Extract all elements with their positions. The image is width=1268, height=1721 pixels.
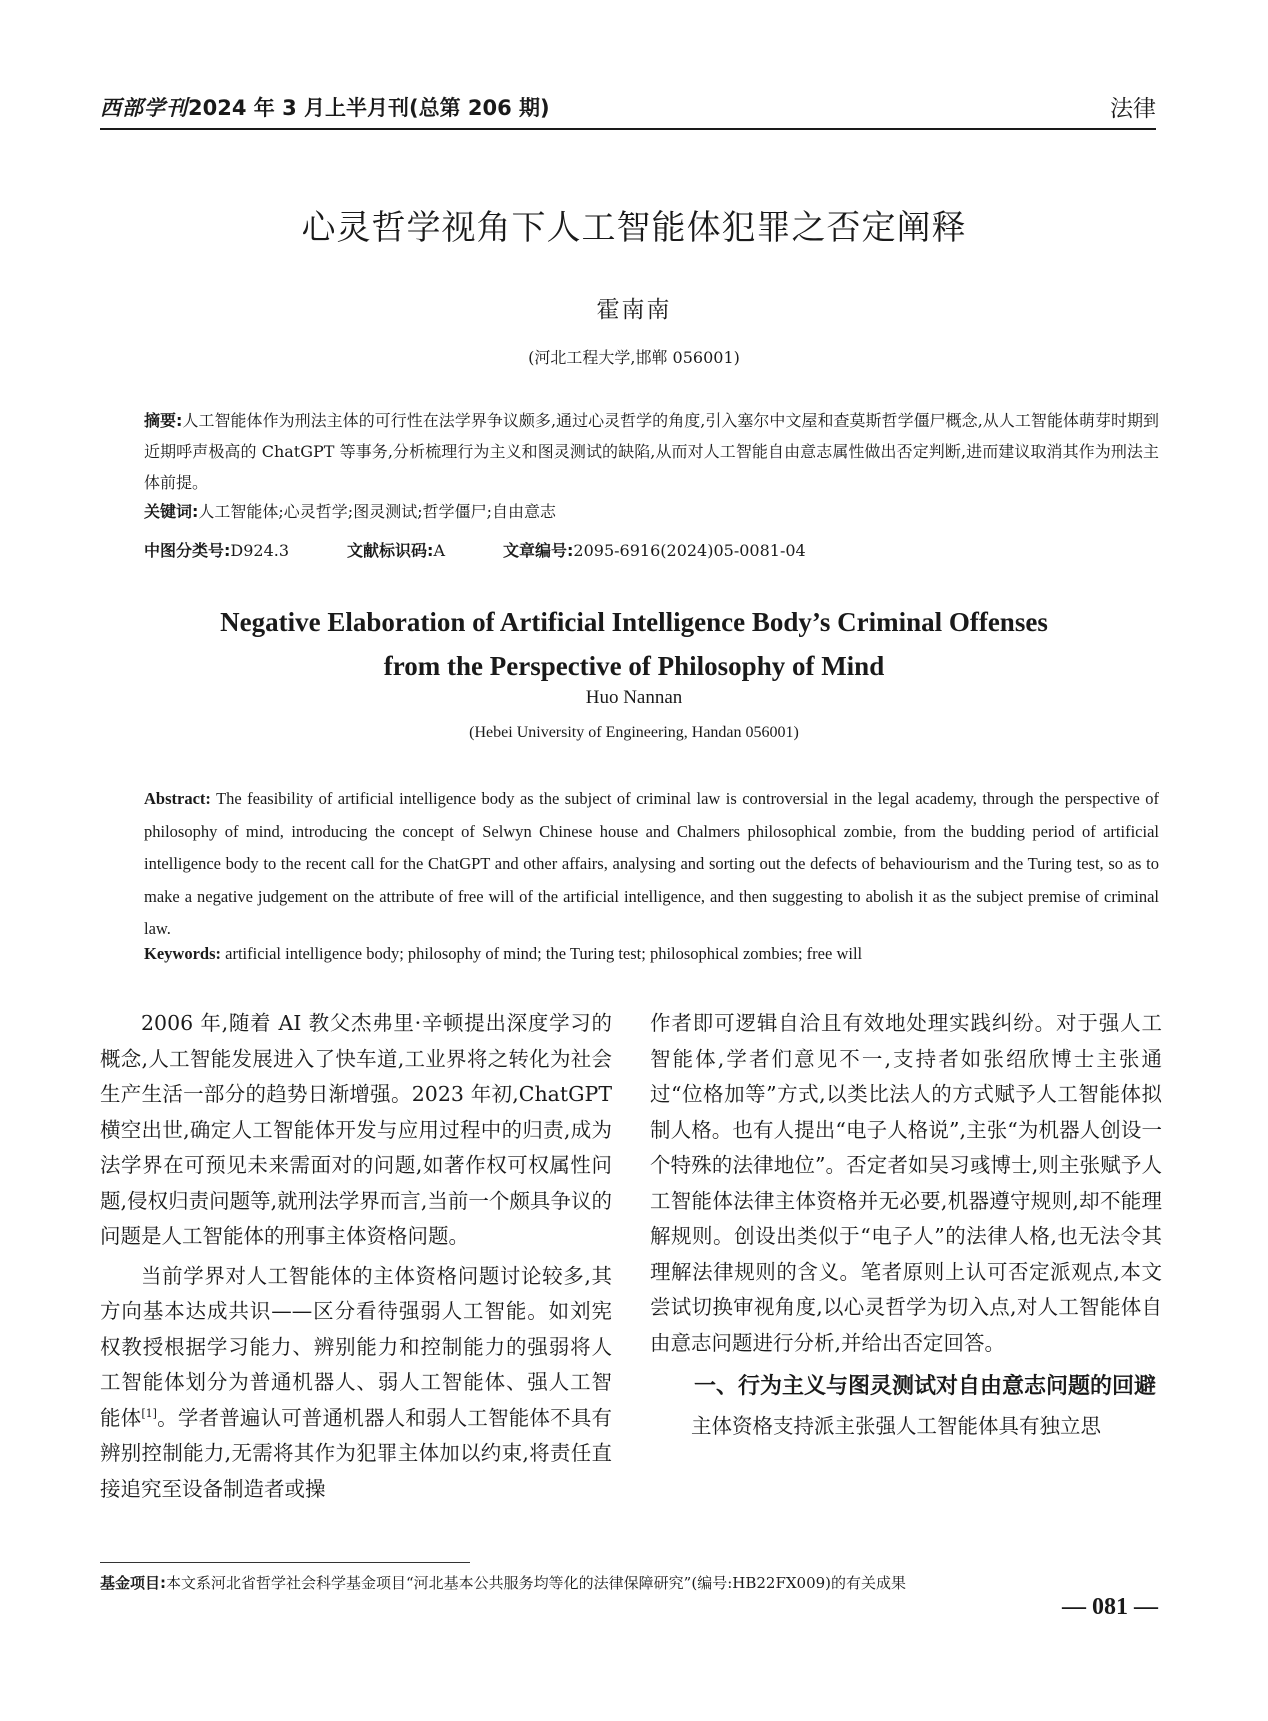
abstract-cn-label: 摘要: [144, 411, 183, 430]
header-rule [100, 128, 1156, 130]
page-title-cn: 心灵哲学视角下人工智能体犯罪之否定阐释 [301, 208, 967, 248]
body-column-right [650, 1006, 1162, 1445]
section-name: 法律 [1110, 96, 1156, 122]
affiliation-en: (Hebei University of Engineering, Handan 056001) [469, 724, 799, 741]
journal-header [100, 92, 550, 122]
abstract-en [144, 783, 1159, 946]
clc-value: D924.3 [230, 541, 290, 560]
doc-code-label: 文献标识码: [347, 541, 434, 560]
keywords-en-text: artificial intelligence body; philosophy of mind; the Turing test; philosophical zombies; free will [225, 944, 863, 963]
body-paragraph-1: 2006 年,随着 AI 教父杰弗里·辛顿提出深度学习的概念,人工智能发展进入了快车道,工业界将之转化为社会生产生活一部分的趋势日渐增强。2023 年初,ChatGPT 横空出世,确定人工智能体开发与应用过程中的归责,成为法学界在可预见未来需面对的问题,如著作权可权属性问题,侵权归责问题等,就刑法学界而言,当前一个颇具争议的问题是人工智能体的刑事主体资格问题。 [100, 1011, 612, 1248]
article-number-label: 文章编号: [503, 541, 574, 560]
journal-logo: 西部学刊 [100, 95, 188, 120]
classification-row [144, 538, 806, 561]
keywords-en-label: Keywords: [144, 944, 221, 963]
body-paragraph-2-text-cont: 。学者普遍认可普通机器人和弱人工智能体不具有辨别控制能力,无需将其作为犯罪主体加以约束,将责任直接追究至设备制造者或操 [100, 1405, 613, 1501]
body-paragraph-2-continued: 作者即可逻辑自洽且有效地处理实践纠纷。对于强人工智能体,学者们意见不一,支持者如张绍欣博士主张通过“位格加等”方式,以类比法人的方式赋予人工智能体拟制人格。也有人提出“电子人格说”,主张“为机器人创设一个特殊的法律地位”。否定者如吴习彧博士,则主张赋予人工智能体法律主体资格并无必要,机器遵守规则,却不能理解规则。创设出类似于“电子人”的法律人格,也无法令其理解法律规则的含义。笔者原则上认可否定派观点,本文尝试切换审视角度,以心灵哲学为切入点,对人工智能体自由意志问题进行分析,并给出否定回答。 [650, 1011, 1162, 1355]
author-en: Huo Nannan [585, 687, 683, 708]
body-paragraph-3: 主体资格支持派主张强人工智能体具有独立思 [691, 1414, 1101, 1438]
doc-code-value: A [433, 541, 446, 560]
funding-footnote [100, 1572, 906, 1593]
section-heading-1: 一、行为主义与图灵测试对自由意志问题的回避 [694, 1374, 1157, 1399]
abstract-en-label: Abstract: [144, 789, 211, 808]
title-en-line2: from the Perspective of Philosophy of Mind [383, 651, 885, 681]
body-paragraph-2-text: 当前学界对人工智能体的主体资格问题讨论较多,其方向基本达成共识——区分看待强弱人工智能。如刘宪权教授根据学习能力、辨别能力和控制能力的强弱将人工智能体划分为普通机器人、弱人工智能体、强人工智能体 [100, 1263, 612, 1430]
affiliation-cn: (河北工程大学,邯郸 056001) [528, 348, 740, 367]
body-column-left [100, 1006, 612, 1507]
funding-label: 基金项目: [100, 1574, 166, 1592]
funding-text: 本文系河北省哲学社会科学基金项目“河北基本公共服务均等化的法律保障研究”(编号:HB22FX009)的有关成果 [166, 1574, 907, 1592]
keywords-cn-text: 人工智能体;心灵哲学;图灵测试;哲学僵尸;自由意志 [198, 502, 556, 521]
page-number: — 081 — [1062, 1594, 1158, 1620]
footnote-rule [100, 1562, 470, 1563]
page-title-en [0, 600, 1268, 688]
abstract-cn-text: 人工智能体作为刑法主体的可行性在法学界争议颇多,通过心灵哲学的角度,引入塞尔中文屋和查莫斯哲学僵尸概念,从人工智能体萌芽时期到近期呼声极高的 ChatGPT 等事务,分析梳理行为主义和图灵测试的缺陷,从而对人工智能自由意志属性做出否定判断,进而建议取消其作为刑法主体前提。 [144, 411, 1160, 492]
abstract-cn [144, 405, 1159, 498]
clc-label: 中图分类号: [144, 541, 231, 560]
title-en-line1: Negative Elaboration of Artificial Intelligence Body’s Criminal Offenses [220, 607, 1048, 637]
citation-ref-1: [1] [141, 1406, 157, 1420]
body-paragraph-2 [100, 1259, 612, 1508]
author-cn: 霍南南 [596, 297, 672, 323]
keywords-cn-label: 关键词: [144, 502, 199, 521]
issue-info: 2024 年 3 月上半月刊(总第 206 期) [188, 96, 550, 120]
abstract-en-text: The feasibility of artificial intelligence body as the subject of criminal law is controversial in the legal academy, through the perspective of philosophy of mind, introducing the concept of Selwyn Chinese house and Chalmers philosophical zombie, from the budding period of artificial intelligence body to the recent call for the ChatGPT and other affairs, analysing and sorting out the defects of behaviourism and the Turing test, so as to make a negative judgement on the attribute of free will of the artificial intelligence, and then suggesting to abolish it as the subject premise of criminal law. [144, 789, 1160, 938]
article-number-value: 2095-6916(2024)05-0081-04 [573, 541, 806, 560]
keywords-cn [144, 499, 556, 522]
keywords-en [144, 944, 862, 964]
